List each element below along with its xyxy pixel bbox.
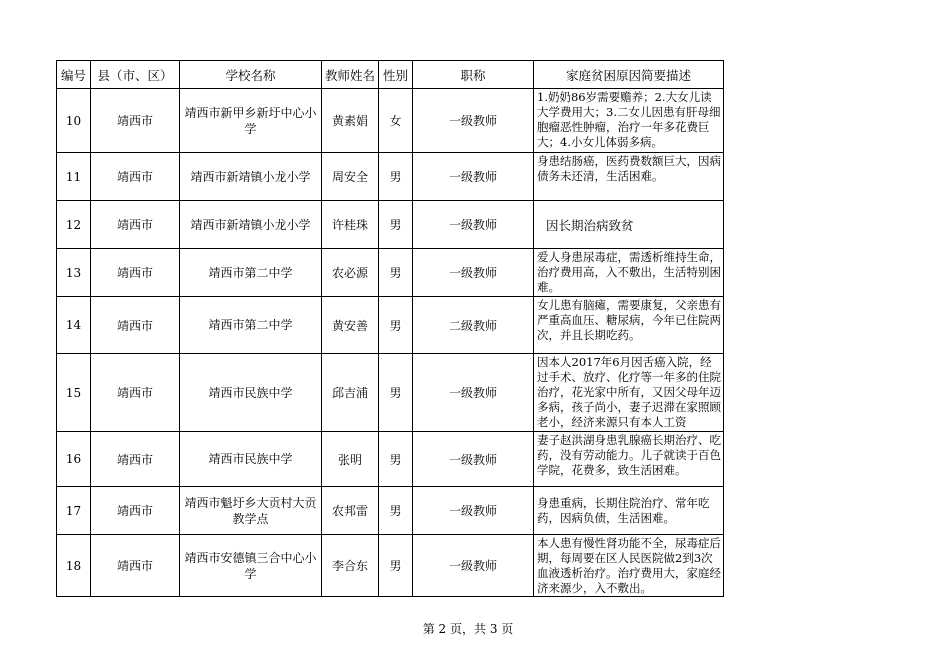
header-no: 编号 — [57, 61, 91, 89]
cell-no: 17 — [57, 487, 91, 535]
header-teacher: 教师姓名 — [322, 61, 379, 89]
cell-school: 靖西市魁圩乡大贡村大贡教学点 — [180, 487, 322, 535]
cell-school: 靖西市民族中学 — [180, 432, 322, 487]
cell-teacher: 农邦雷 — [322, 487, 379, 535]
cell-school: 靖西市安德镇三合中心小学 — [180, 535, 322, 597]
cell-teacher: 邱吉浦 — [322, 354, 379, 432]
cell-county: 靖西市 — [91, 432, 180, 487]
cell-reason: 本人患有慢性肾功能不全，尿毒症后期，每周要在区人民医院做2到3次血液透析治疗。治疗费用大，家庭经济来源少，入不敷出。 — [534, 535, 724, 597]
cell-county: 靖西市 — [91, 89, 180, 153]
cell-title: 一级教师 — [413, 89, 534, 153]
cell-gender: 男 — [379, 201, 413, 249]
cell-no: 10 — [57, 89, 91, 153]
cell-school: 靖西市新甲乡新圩中心小学 — [180, 89, 322, 153]
cell-county: 靖西市 — [91, 535, 180, 597]
cell-reason: 因本人2017年6月因舌癌入院，经过手术、放疗、化疗等一年多的住院治疗，花光家中所有，又因父母年迈多病，孩子尚小，妻子迟滞在家照顾老小，经济来源只有本人工资 — [534, 354, 724, 432]
cell-reason: 身患结肠癌，医药费数额巨大，因病债务未还清，生活困难。 — [534, 153, 724, 201]
page-footer: 第 2 页，共 3 页 — [422, 622, 514, 636]
table-row — [57, 89, 724, 153]
cell-teacher: 张明 — [322, 432, 379, 487]
cell-title: 一级教师 — [413, 201, 534, 249]
table-row — [57, 535, 724, 597]
cell-county: 靖西市 — [91, 487, 180, 535]
cell-gender: 男 — [379, 487, 413, 535]
cell-county: 靖西市 — [91, 297, 180, 354]
cell-no: 15 — [57, 354, 91, 432]
cell-title: 二级教师 — [413, 297, 534, 354]
cell-gender: 男 — [379, 249, 413, 297]
cell-county: 靖西市 — [91, 249, 180, 297]
header-school: 学校名称 — [180, 61, 322, 89]
cell-title: 一级教师 — [413, 249, 534, 297]
header-gender: 性别 — [379, 61, 413, 89]
cell-no: 16 — [57, 432, 91, 487]
cell-teacher: 黄素娟 — [322, 89, 379, 153]
cell-reason: 因长期治病致贫 — [534, 201, 724, 249]
cell-title: 一级教师 — [413, 432, 534, 487]
cell-teacher: 周安全 — [322, 153, 379, 201]
cell-reason: 女儿患有脑瘫，需要康复，父亲患有严重高血压、糖尿病，今年已住院两次，并且长期吃药。 — [534, 297, 724, 354]
cell-gender: 男 — [379, 153, 413, 201]
cell-title: 一级教师 — [413, 487, 534, 535]
table-row — [57, 201, 724, 249]
cell-reason: 身患重病，长期住院治疗、常年吃药，因病负债，生活困难。 — [534, 487, 724, 535]
table-row — [57, 487, 724, 535]
cell-school: 靖西市新靖镇小龙小学 — [180, 153, 322, 201]
cell-gender: 男 — [379, 297, 413, 354]
header-title: 职称 — [413, 61, 534, 89]
cell-title: 一级教师 — [413, 153, 534, 201]
cell-no: 11 — [57, 153, 91, 201]
cell-teacher: 李合东 — [322, 535, 379, 597]
cell-reason: 1.奶奶86岁需要赡养；2.大女儿读大学费用大；3.二女儿因患有肝母细胞瘤恶性肿瘤，治疗一年多花费巨大；4.小女儿体弱多病。 — [534, 89, 724, 153]
cell-school: 靖西市第二中学 — [180, 297, 322, 354]
cell-no: 13 — [57, 249, 91, 297]
cell-teacher: 黄安善 — [322, 297, 379, 354]
cell-no: 18 — [57, 535, 91, 597]
cell-title: 一级教师 — [413, 354, 534, 432]
header-county: 县（市、区） — [91, 61, 180, 89]
cell-county: 靖西市 — [91, 153, 180, 201]
header-row — [57, 61, 724, 89]
cell-school: 靖西市新靖镇小龙小学 — [180, 201, 322, 249]
poverty-teacher-table — [56, 60, 724, 597]
table-row — [57, 432, 724, 487]
cell-gender: 男 — [379, 535, 413, 597]
cell-school: 靖西市民族中学 — [180, 354, 322, 432]
table-row — [57, 249, 724, 297]
cell-county: 靖西市 — [91, 201, 180, 249]
cell-teacher: 许桂珠 — [322, 201, 379, 249]
cell-teacher: 农必源 — [322, 249, 379, 297]
cell-no: 12 — [57, 201, 91, 249]
header-reason: 家庭贫困原因简要描述 — [534, 61, 724, 89]
table-row — [57, 153, 724, 201]
cell-gender: 男 — [379, 354, 413, 432]
cell-title: 一级教师 — [413, 535, 534, 597]
cell-county: 靖西市 — [91, 354, 180, 432]
cell-no: 14 — [57, 297, 91, 354]
cell-gender: 男 — [379, 432, 413, 487]
cell-reason: 爱人身患尿毒症，需透析维持生命，治疗费用高，入不敷出，生活特别困难。 — [534, 249, 724, 297]
cell-gender: 女 — [379, 89, 413, 153]
cell-school: 靖西市第二中学 — [180, 249, 322, 297]
table-row — [57, 354, 724, 432]
cell-reason: 妻子赵洪湖身患乳腺癌长期治疗、吃药，没有劳动能力。儿子就读于百色学院，花费多，致生活困难。 — [534, 432, 724, 487]
table-row — [57, 297, 724, 354]
